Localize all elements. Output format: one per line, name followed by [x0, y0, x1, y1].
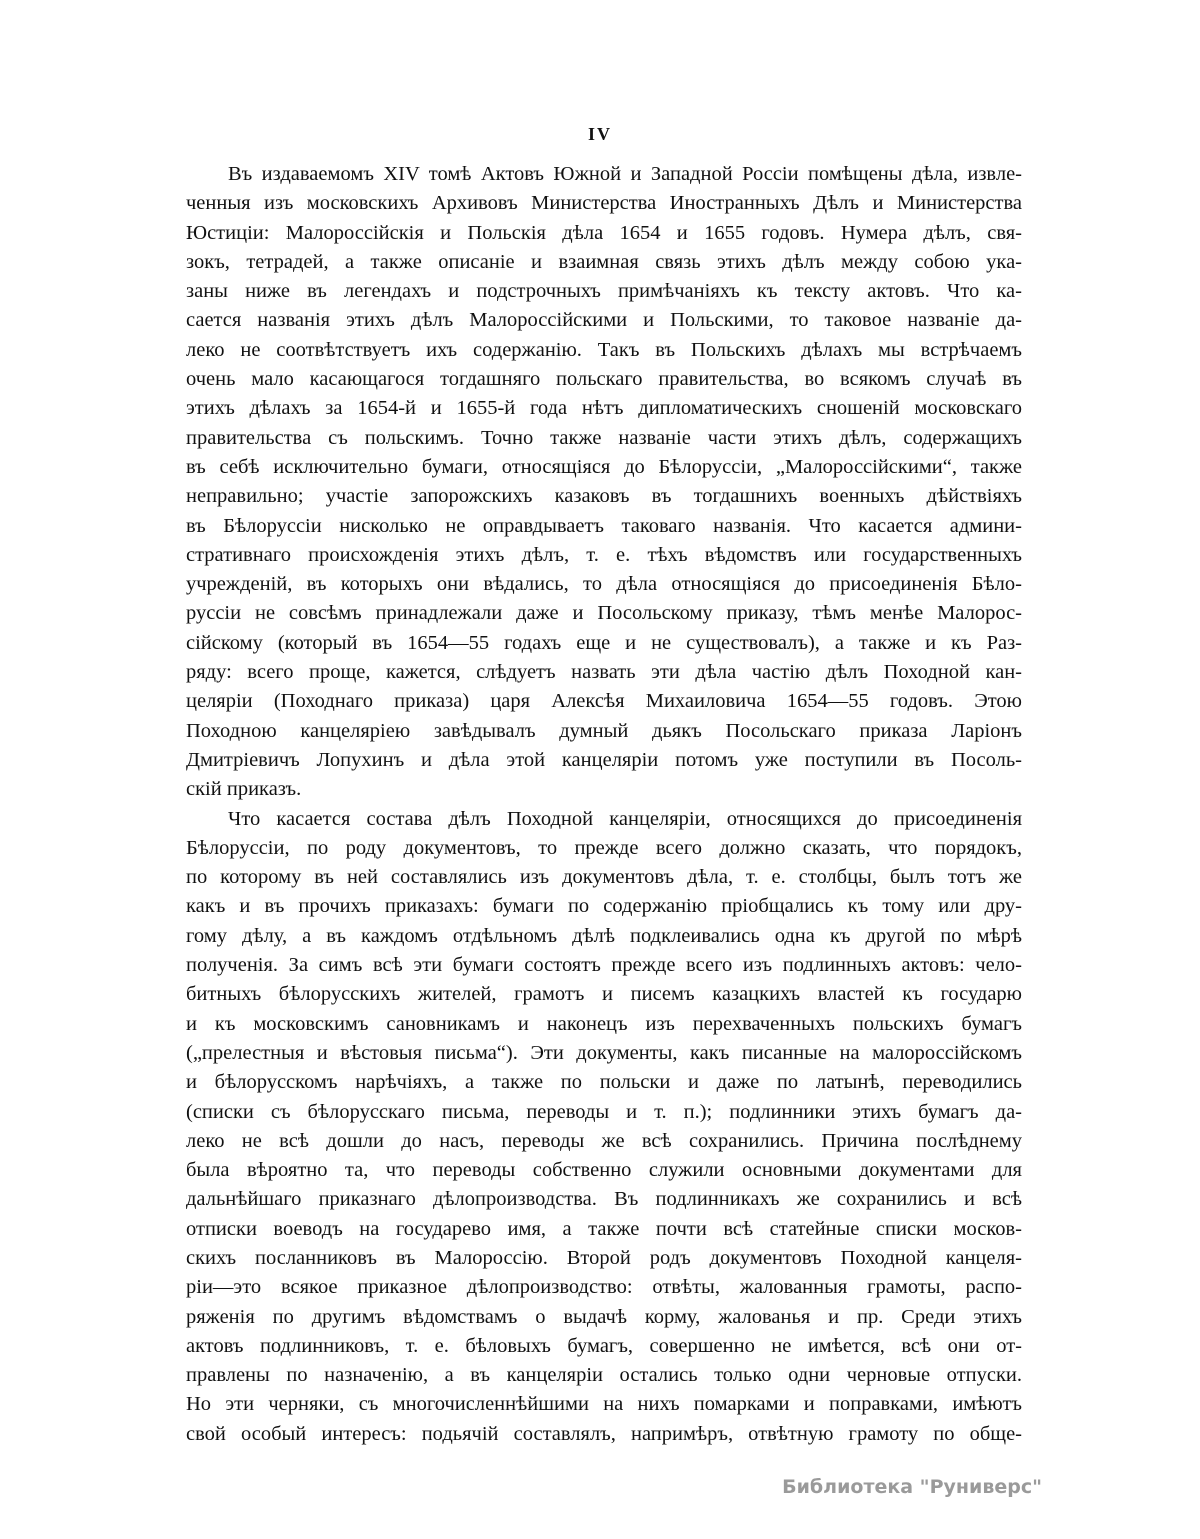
text-line: полученія. За симъ всѣ эти бумаги состоятъ прежде всего изъ подлинныхъ актовъ: чело-	[186, 954, 1022, 977]
text-line: стративнаго происхожденія этихъ дѣлъ, т. е. тѣхъ вѣдомствъ или государственныхъ	[186, 543, 1022, 566]
text-line: очень мало касающагося тогдашняго польскаго правительства, во всякомъ случаѣ въ	[186, 368, 1022, 391]
text-line: въ себѣ исключительно бумаги, относящіяся до Бѣлоруссіи, „Малороссійскими“, также	[186, 455, 1022, 478]
text-line: Дмитріевичъ Лопухинъ и дѣла этой канцеляріи потомъ уже поступили въ Посоль-	[186, 748, 1022, 771]
body-text	[186, 160, 1022, 1508]
text-line: этихъ дѣлахъ за 1654-й и 1655-й года нѣтъ дипломатическихъ сношеній московскаго	[186, 397, 1022, 420]
text-line: Бѣлоруссіи, по роду документовъ, то прежде всего должно сказать, что порядокъ,	[186, 836, 1022, 859]
text-line: и бѣлорусскомъ нарѣчіяхъ, а также по польски и даже по латынѣ, переводились	[186, 1071, 1022, 1094]
text-line: Что касается состава дѣлъ Походной канцеляріи, относящихся до присоединенія	[228, 807, 1022, 830]
text-line: ряду: всего проще, кажется, слѣдуетъ назвать эти дѣла частію дѣлъ Походной кан-	[186, 661, 1022, 684]
text-line: сается названія этихъ дѣлъ Малороссійскими и Польскими, то таковое названіе да-	[186, 309, 1022, 332]
text-line: Но эти черняки, съ многочисленнѣйшими на нихъ помарками и поправками, имѣютъ	[186, 1393, 1022, 1416]
text-line: леко не соотвѣтствуетъ ихъ содержанію. Такъ въ Польскихъ дѣлахъ мы встрѣчаемъ	[186, 338, 1022, 361]
text-line: какъ и въ прочихъ приказахъ: бумаги по содержанію пріобщались къ тому или дру-	[186, 895, 1022, 918]
text-line	[186, 1449, 1022, 1478]
text-line: леко не всѣ дошли до насъ, переводы же всѣ сохранились. Причина послѣднему	[186, 1129, 1022, 1152]
text-line: заны ниже въ легендахъ и подстрочныхъ примѣчаніяхъ къ тексту актовъ. Что ка-	[186, 280, 1022, 303]
text-line: неправильно; участіе запорожскихъ казаковъ въ тогдашнихъ военныхъ дѣйствіяхъ	[186, 485, 1022, 508]
text-line: Въ издаваемомъ XIV томѣ Актовъ Южной и Западной Россіи помѣщены дѣла, извле-	[228, 163, 1022, 185]
text-line: Походною канцеляріею завѣдывалъ думный дьякъ Посольскаго приказа Ларіонъ	[186, 719, 1022, 742]
text-line: была вѣроятно та, что переводы собственно служили основными документами для	[186, 1159, 1022, 1182]
text-line: (списки съ бѣлорусскаго письма, переводы и т. п.); подлинники этихъ бумагъ да-	[186, 1100, 1022, 1123]
text-line: сійскому (который въ 1654—55 годахъ еще и не существовалъ), а также и къ Раз-	[186, 631, 1022, 654]
text-line: дальнѣйшаго приказнаго дѣлопроизводства. Въ подлинникахъ же сохранились и всѣ	[186, 1188, 1022, 1211]
text-line: скій приказъ.	[186, 778, 302, 801]
text-line: правлены по назначенію, а въ канцеляріи остались только одни черновые отпуски.	[186, 1364, 1022, 1387]
text-line: Юстиціи: Малороссійскія и Польскія дѣла 1654 и 1655 годовъ. Нумера дѣлъ, свя-	[186, 221, 1022, 244]
text-line: отписки воеводъ на государево имя, а также почти всѣ статейные списки москов-	[186, 1217, 1022, 1240]
text-line: зокъ, тетрадей, а также описаніе и взаимная связь этихъ дѣлъ между собою ука-	[186, 250, 1022, 273]
text-line: въ Бѣлоруссіи нисколько не оправдываетъ таковаго названія. Что касается админи-	[186, 514, 1022, 537]
text-line: и къ московскимъ сановникамъ и наконецъ изъ перехваченныхъ польскихъ бумагъ	[186, 1012, 1022, 1035]
text-line: („прелестныя и вѣстовыя письма“). Эти документы, какъ писанные на малороссійскомъ	[186, 1041, 1022, 1064]
text-line: ряженія по другимъ вѣдомствамъ о выдачѣ корму, жалованья и пр. Среди этихъ	[186, 1305, 1022, 1328]
text-line: руссіи не совсѣмъ принадлежали даже и Посольскому приказу, тѣмъ менѣе Малорос-	[186, 602, 1022, 625]
text-line: скихъ посланниковъ въ Малороссію. Второй родъ документовъ Походной канцеля-	[186, 1246, 1022, 1269]
page-number: IV	[587, 124, 612, 144]
text-line: актовъ подлинниковъ, т. е. бѣловыхъ бумагъ, совершенно не имѣется, всѣ они от-	[186, 1334, 1022, 1357]
text-line: гому дѣлу, а въ каждомъ отдѣльномъ дѣлѣ подклеивались одна къ другой по мѣрѣ	[186, 924, 1022, 947]
library-watermark: Библиотека "Руниверс"	[782, 1476, 1042, 1498]
text-line: учрежденій, въ которыхъ они вѣдались, то дѣла относящіяся до присоединенія Бѣло-	[186, 573, 1022, 596]
text-line: свой особый интересъ: подьячій составлялъ, напримѣръ, отвѣтную грамоту по обще-	[186, 1422, 1022, 1445]
text-line: ченныя изъ московскихъ Архивовъ Министерства Иностранныхъ Дѣлъ и Министерства	[186, 192, 1022, 215]
text-line: битныхъ бѣлорусскихъ жителей, грамотъ и писемъ казацкихъ властей къ государю	[186, 983, 1022, 1006]
text-line: ріи—это всякое приказное дѣлопроизводство: отвѣты, жалованныя грамоты, распо-	[186, 1276, 1022, 1299]
text-line: по которому въ ней составлялись изъ документовъ дѣла, т. е. столбцы, былъ тотъ же	[186, 866, 1022, 889]
text-line: целяріи (Походнаго приказа) царя Алексѣя Михаиловича 1654—55 годовъ. Этою	[186, 690, 1022, 713]
text-line: правительства съ польскимъ. Точно также названіе части этихъ дѣлъ, содержащихъ	[186, 426, 1022, 449]
